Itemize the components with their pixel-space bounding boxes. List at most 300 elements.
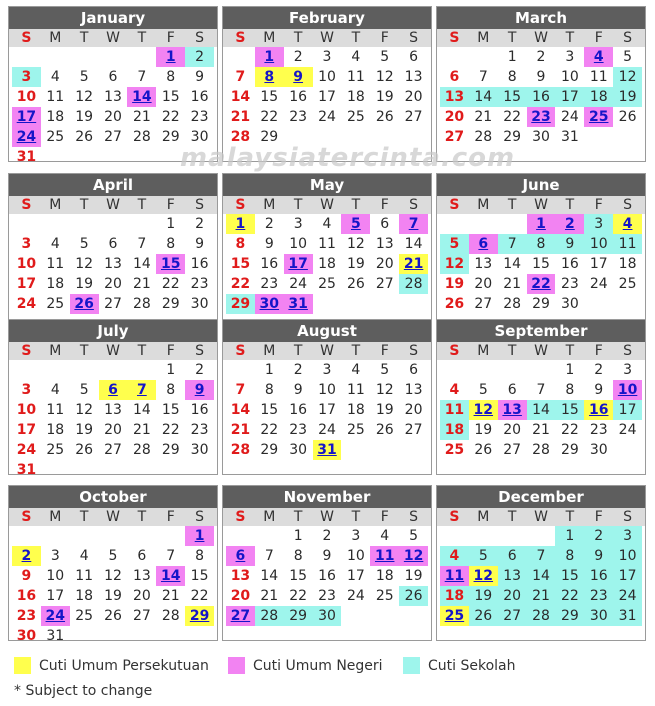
day-cell: 13	[404, 69, 423, 85]
week-row	[437, 526, 645, 546]
empty-cell	[70, 526, 99, 546]
day-cell: 6	[108, 236, 118, 252]
weekday-label: S	[449, 30, 460, 46]
day-cell: 4	[449, 382, 460, 398]
day-cell: 4	[50, 382, 60, 398]
day-cell: 5	[341, 214, 370, 234]
day-cell: 24	[318, 422, 336, 438]
day-cell: 23	[584, 586, 613, 606]
empty-cell	[370, 440, 399, 460]
day-cell: 2	[293, 362, 303, 378]
week-row	[223, 586, 431, 606]
week-row	[223, 254, 431, 274]
week-row	[9, 87, 217, 107]
day-cell: 30	[289, 442, 308, 458]
day-cell: 15	[498, 87, 527, 107]
weekday-label: W	[534, 197, 548, 213]
weekday-label: W	[534, 343, 548, 359]
legend-federal-swatch	[14, 657, 31, 674]
day-cell: 5	[440, 234, 469, 254]
day-cell: 8	[195, 548, 205, 564]
weekday-label: S	[195, 509, 205, 525]
day-cell: 19	[474, 422, 493, 438]
week-row	[223, 274, 431, 294]
weekday-label: T	[565, 30, 575, 46]
month-title: March	[437, 7, 645, 29]
week-row	[223, 526, 431, 546]
day-cell: 14	[230, 402, 251, 418]
weekday-header-row	[223, 29, 431, 47]
day-cell: 29	[532, 296, 550, 312]
day-cell: 1	[293, 528, 303, 544]
day-cell: 14	[260, 568, 279, 584]
day-cell: 5	[108, 548, 118, 564]
day-cell: 21	[527, 586, 556, 606]
day-cell: 6	[498, 546, 527, 566]
day-cell: 1	[507, 49, 517, 65]
empty-cell	[584, 127, 613, 147]
empty-cell	[613, 294, 642, 314]
day-cell: 30	[190, 129, 209, 145]
day-cell: 16	[584, 566, 613, 586]
day-cell: 1	[555, 526, 584, 546]
day-cell: 18	[46, 422, 65, 438]
empty-cell	[70, 147, 99, 167]
day-cell: 20	[132, 588, 151, 604]
empty-cell	[127, 214, 156, 234]
day-cell: 20	[104, 109, 122, 125]
day-cell: 16	[318, 568, 336, 584]
weekday-label: M	[49, 30, 62, 46]
day-cell: 11	[440, 400, 469, 420]
week-row	[437, 254, 645, 274]
day-cell: 28	[503, 296, 522, 312]
day-cell: 18	[346, 402, 365, 418]
day-cell: 8	[166, 382, 176, 398]
day-cell: 22	[161, 276, 180, 292]
day-cell: 6	[108, 69, 118, 85]
weekday-label: W	[106, 509, 120, 525]
day-cell: 27	[104, 442, 122, 458]
weekday-header-row	[223, 508, 431, 526]
day-cell: 20	[444, 109, 465, 125]
day-cell: 25	[46, 442, 65, 458]
day-cell: 12	[75, 402, 94, 418]
day-cell: 18	[584, 87, 613, 107]
day-cell: 2	[555, 214, 584, 234]
day-cell: 8	[555, 546, 584, 566]
day-cell: 30	[16, 628, 37, 644]
month-june	[436, 173, 646, 329]
weekday-label: T	[507, 509, 517, 525]
day-cell: 24	[16, 296, 37, 312]
day-cell: 23	[190, 422, 209, 438]
day-cell: 22	[560, 422, 579, 438]
day-cell: 23	[589, 422, 608, 438]
month-march	[436, 6, 646, 162]
week-row	[223, 87, 431, 107]
day-cell: 31	[560, 129, 579, 145]
day-cell: 6	[409, 49, 419, 65]
weekday-label: M	[263, 343, 276, 359]
day-cell: 25	[75, 608, 94, 624]
week-row	[223, 606, 431, 626]
week-row	[9, 294, 217, 314]
day-cell: 19	[346, 256, 365, 272]
day-cell: 17	[613, 566, 642, 586]
weekday-label: T	[565, 197, 575, 213]
day-cell: 2	[536, 49, 546, 65]
day-cell: 11	[440, 566, 469, 586]
day-cell: 17	[284, 254, 313, 274]
day-cell: 30	[255, 294, 284, 314]
day-cell: 6	[507, 382, 517, 398]
weekday-label: S	[235, 343, 246, 359]
weekday-label: S	[449, 343, 460, 359]
day-cell: 19	[75, 422, 94, 438]
day-cell: 5	[380, 362, 390, 378]
day-cell: 23	[527, 107, 556, 127]
day-cell: 20	[230, 588, 251, 604]
day-cell: 24	[16, 442, 37, 458]
weekday-label: S	[409, 30, 419, 46]
weekday-label: F	[380, 343, 389, 359]
empty-cell	[255, 526, 284, 546]
weekday-label: T	[137, 30, 147, 46]
empty-cell	[469, 214, 498, 234]
weekday-label: M	[477, 197, 490, 213]
day-cell: 26	[474, 442, 493, 458]
day-cell: 21	[132, 422, 151, 438]
day-cell: 6	[449, 69, 460, 85]
weekday-header-row	[9, 342, 217, 360]
day-cell: 14	[230, 89, 251, 105]
day-cell: 10	[16, 402, 37, 418]
week-row	[437, 214, 645, 234]
day-cell: 29	[185, 606, 214, 626]
weekday-label: T	[351, 509, 361, 525]
day-cell: 22	[161, 109, 180, 125]
day-cell: 19	[469, 586, 498, 606]
weekday-label: F	[166, 343, 175, 359]
day-cell: 24	[346, 588, 365, 604]
legend-federal	[14, 657, 209, 674]
month-title: June	[437, 174, 645, 196]
day-cell: 4	[613, 214, 642, 234]
day-cell: 1	[166, 362, 176, 378]
day-cell: 20	[104, 422, 122, 438]
day-cell: 20	[474, 276, 493, 292]
day-cell: 3	[21, 382, 32, 398]
week-row	[9, 460, 217, 480]
empty-cell	[440, 526, 469, 546]
week-row	[223, 294, 431, 314]
month-october	[8, 485, 218, 644]
day-cell: 2	[185, 47, 214, 67]
week-row	[9, 274, 217, 294]
day-cell: 11	[346, 69, 365, 85]
day-cell: 23	[318, 588, 336, 604]
day-cell: 19	[75, 109, 94, 125]
day-cell: 30	[190, 296, 209, 312]
month-title: December	[437, 486, 645, 508]
weekday-label: F	[166, 30, 175, 46]
day-cell: 15	[289, 568, 308, 584]
week-row	[437, 274, 645, 294]
weekday-label: F	[166, 509, 175, 525]
day-cell: 19	[444, 276, 465, 292]
empty-cell	[41, 47, 70, 67]
weekday-label: M	[263, 509, 276, 525]
weekday-label: T	[293, 509, 303, 525]
day-cell: 11	[75, 568, 94, 584]
empty-cell	[70, 360, 99, 380]
day-cell: 29	[226, 294, 255, 314]
weekday-label: T	[507, 343, 517, 359]
day-cell: 28	[230, 129, 251, 145]
weekday-header-row	[223, 342, 431, 360]
empty-cell	[613, 440, 642, 460]
day-cell: 3	[623, 362, 633, 378]
day-cell: 2	[594, 362, 604, 378]
weekday-label: W	[320, 343, 334, 359]
day-cell: 12	[75, 256, 94, 272]
month-title: May	[223, 174, 431, 196]
day-cell: 14	[404, 236, 423, 252]
week-row	[437, 360, 645, 380]
day-cell: 18	[375, 568, 394, 584]
day-cell: 21	[260, 588, 279, 604]
empty-cell	[370, 294, 399, 314]
week-row	[223, 566, 431, 586]
day-cell: 11	[370, 546, 399, 566]
weekday-label: S	[235, 197, 246, 213]
empty-cell	[399, 606, 428, 626]
month-april	[8, 173, 218, 329]
day-cell: 28	[132, 442, 151, 458]
day-cell: 8	[235, 236, 246, 252]
day-cell: 24	[618, 422, 637, 438]
day-cell: 21	[132, 276, 151, 292]
day-cell: 29	[555, 606, 584, 626]
day-cell: 24	[318, 109, 336, 125]
day-cell: 12	[469, 566, 498, 586]
empty-cell	[127, 360, 156, 380]
empty-cell	[12, 214, 41, 234]
day-cell: 15	[260, 89, 279, 105]
day-cell: 22	[260, 109, 279, 125]
day-cell: 26	[469, 606, 498, 626]
weekday-label: M	[49, 343, 62, 359]
weekday-label: S	[195, 30, 205, 46]
day-cell: 22	[161, 422, 180, 438]
week-row	[9, 67, 217, 87]
day-cell: 27	[498, 606, 527, 626]
day-cell: 21	[230, 422, 251, 438]
weekday-label: S	[623, 30, 633, 46]
week-row	[223, 107, 431, 127]
day-cell: 30	[190, 442, 209, 458]
day-cell: 22	[527, 274, 556, 294]
day-cell: 8	[166, 69, 176, 85]
day-cell: 4	[322, 216, 332, 232]
day-cell: 31	[16, 149, 37, 165]
day-cell: 18	[46, 276, 65, 292]
month-title: February	[223, 7, 431, 29]
day-cell: 12	[399, 546, 428, 566]
day-cell: 17	[318, 89, 336, 105]
empty-cell	[41, 147, 70, 167]
month-july	[8, 319, 218, 478]
weekday-label: W	[106, 343, 120, 359]
day-cell: 31	[46, 628, 65, 644]
day-cell: 20	[503, 422, 522, 438]
week-row	[437, 380, 645, 400]
week-row	[9, 380, 217, 400]
weekday-label: F	[166, 197, 175, 213]
day-cell: 9	[584, 546, 613, 566]
week-row	[437, 606, 645, 626]
empty-cell	[469, 360, 498, 380]
day-cell: 16	[190, 402, 209, 418]
day-cell: 9	[555, 234, 584, 254]
day-cell: 5	[623, 49, 633, 65]
day-cell: 17	[318, 402, 336, 418]
day-cell: 29	[161, 442, 180, 458]
day-cell: 29	[503, 129, 522, 145]
day-cell: 16	[527, 87, 556, 107]
empty-cell	[341, 294, 370, 314]
weekday-label: T	[137, 343, 147, 359]
weekday-label: M	[49, 509, 62, 525]
day-cell: 14	[527, 566, 556, 586]
week-row	[9, 546, 217, 566]
weekday-label: M	[263, 30, 276, 46]
empty-cell	[99, 526, 128, 546]
day-cell: 9	[195, 69, 205, 85]
empty-cell	[156, 460, 185, 480]
day-cell: 17	[346, 568, 365, 584]
day-cell: 2	[584, 526, 613, 546]
weekday-label: W	[534, 30, 548, 46]
legend-state-swatch	[228, 657, 245, 674]
empty-cell	[341, 606, 370, 626]
day-cell: 8	[166, 236, 176, 252]
day-cell: 22	[289, 588, 308, 604]
day-cell: 31	[613, 606, 642, 626]
day-cell: 17	[16, 422, 37, 438]
day-cell: 12	[346, 236, 365, 252]
month-august	[222, 319, 432, 475]
day-cell: 13	[104, 89, 122, 105]
day-cell: 28	[132, 129, 151, 145]
day-cell: 10	[584, 234, 613, 254]
day-cell: 16	[260, 256, 279, 272]
day-cell: 26	[75, 442, 94, 458]
day-cell: 4	[584, 47, 613, 67]
empty-cell	[99, 47, 128, 67]
weekday-label: F	[594, 197, 603, 213]
day-cell: 25	[346, 422, 365, 438]
day-cell: 25	[618, 276, 637, 292]
day-cell: 24	[589, 276, 608, 292]
weekday-label: W	[106, 197, 120, 213]
day-cell: 4	[50, 236, 60, 252]
weekday-label: M	[477, 509, 490, 525]
empty-cell	[99, 460, 128, 480]
weekday-label: T	[565, 343, 575, 359]
day-cell: 21	[503, 276, 522, 292]
subject-to-change-note: * Subject to change	[14, 683, 153, 699]
day-cell: 2	[322, 528, 332, 544]
day-cell: 4	[79, 548, 89, 564]
day-cell: 26	[346, 276, 365, 292]
day-cell: 5	[469, 546, 498, 566]
day-cell: 13	[498, 400, 527, 420]
day-cell: 10	[16, 89, 37, 105]
week-row	[437, 420, 645, 440]
day-cell: 7	[137, 69, 147, 85]
week-row	[9, 254, 217, 274]
week-row	[437, 234, 645, 254]
day-cell: 27	[104, 296, 122, 312]
weekday-label: T	[137, 197, 147, 213]
day-cell: 23	[16, 608, 37, 624]
week-row	[9, 360, 217, 380]
day-cell: 9	[322, 548, 332, 564]
day-cell: 4	[380, 528, 390, 544]
day-cell: 15	[190, 568, 209, 584]
day-cell: 3	[322, 362, 332, 378]
week-row	[223, 214, 431, 234]
day-cell: 25	[584, 107, 613, 127]
empty-cell	[584, 294, 613, 314]
week-row	[437, 586, 645, 606]
day-cell: 5	[478, 382, 488, 398]
empty-cell	[12, 47, 41, 67]
empty-cell	[70, 626, 99, 646]
week-row	[437, 566, 645, 586]
day-cell: 19	[104, 588, 122, 604]
day-cell: 10	[346, 548, 365, 564]
weekday-label: S	[195, 197, 205, 213]
day-cell: 19	[404, 568, 423, 584]
week-row	[9, 566, 217, 586]
day-cell: 10	[289, 236, 308, 252]
week-row	[9, 586, 217, 606]
day-cell: 9	[594, 382, 604, 398]
weekday-label: T	[79, 509, 89, 525]
empty-cell	[370, 606, 399, 626]
day-cell: 4	[50, 69, 60, 85]
weekday-label: M	[477, 343, 490, 359]
weekday-label: S	[623, 197, 633, 213]
weekday-header-row	[437, 508, 645, 526]
day-cell: 13	[132, 568, 151, 584]
day-cell: 19	[613, 87, 642, 107]
day-cell: 1	[185, 526, 214, 546]
empty-cell	[127, 147, 156, 167]
month-february	[222, 6, 432, 162]
day-cell: 10	[613, 380, 642, 400]
empty-cell	[12, 526, 41, 546]
day-cell: 19	[75, 276, 94, 292]
day-cell: 18	[440, 586, 469, 606]
weekday-label: T	[565, 509, 575, 525]
day-cell: 27	[404, 109, 423, 125]
day-cell: 5	[380, 49, 390, 65]
empty-cell	[12, 360, 41, 380]
